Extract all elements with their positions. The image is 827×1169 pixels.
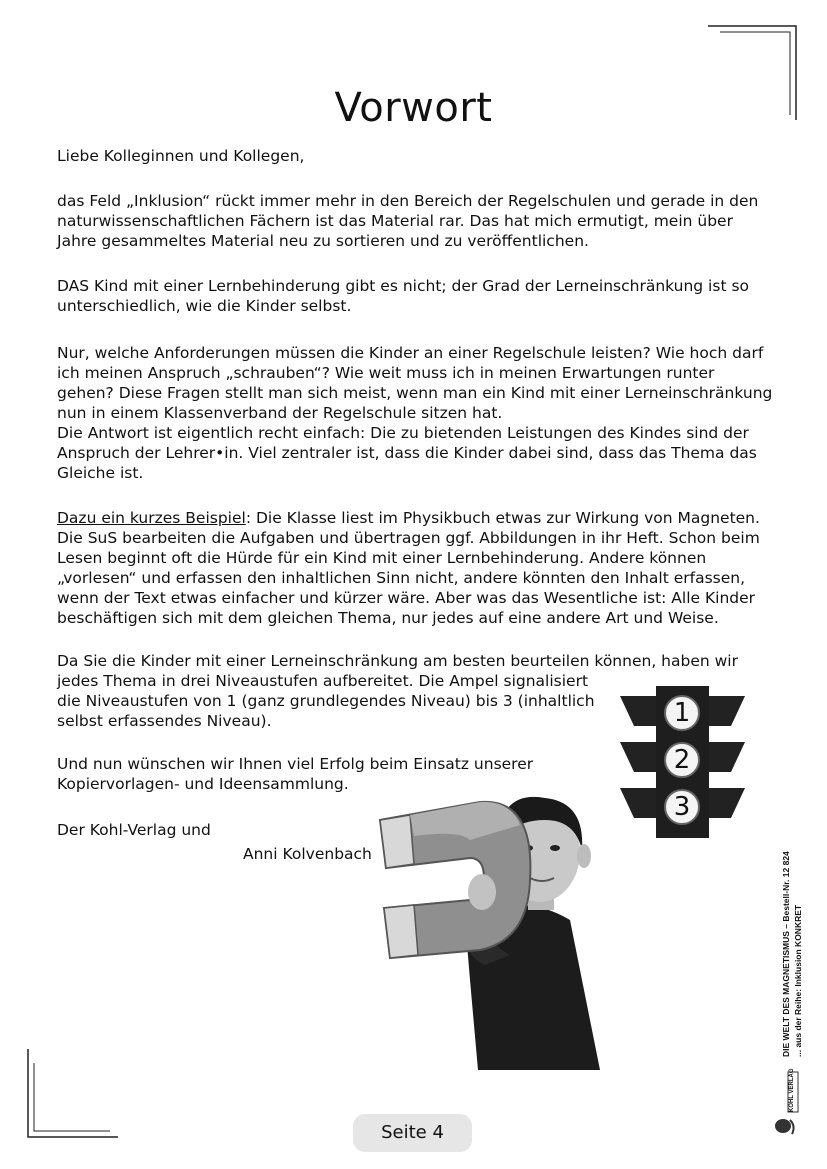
traffic-light-level-1: 1 bbox=[673, 698, 691, 728]
niveau-line-2: jedes Thema in drei Niveaustufen aufbereitet. Die Ampel signalisiert bbox=[57, 672, 589, 690]
niveau-line-4: selbst erfassendes Niveau). bbox=[57, 712, 272, 730]
boy-with-magnet-image bbox=[370, 780, 620, 1070]
traffic-light-level-2: 2 bbox=[673, 745, 691, 775]
paragraph-lernbehinderung: DAS Kind mit einer Lernbehinderung gibt es nicht; der Grad der Lerneinschränkung ist so unterschiedlich, wie die Kinder selbst. bbox=[57, 277, 750, 315]
paragraph-antwort: Die Antwort ist eigentlich recht einfach: Die zu bietenden Leistungen des Kindes sind der Anspruch der Lehrer•in. Viel zentraler ist, dass die Kinder dabei sind, dass das Thema das Gleiche ist. bbox=[57, 424, 757, 482]
beispiel-heading: Dazu ein kurzes Beispiel bbox=[57, 509, 246, 527]
paragraph-inklusion: das Feld „Inklusion“ rückt immer mehr in den Bereich der Regelschulen und gerade in den naturwissenschaftlichen Fächern ist das Material rar. Das hat mich ermutigt, mein über Jahre gesammeltes Material neu zu sortieren und zu veröffentlichen. bbox=[57, 192, 759, 250]
publisher-logo-text: KOHL VERLAG bbox=[789, 1068, 795, 1112]
niveau-line-3: die Niveaustufen von 1 (ganz grundlegendes Niveau) bis 3 (inhaltlich bbox=[57, 692, 595, 710]
paragraph-beispiel bbox=[57, 508, 775, 628]
beispiel-text: : Die Klasse liest im Physikbuch etwas zur Wirkung von Magneten. Die SuS bearbeiten die Aufgaben und übertragen ggf. Abbildungen in ihr Heft. Schon beim Lesen beginnt oft die Hürde für ein Kind mit einer Lernbehinderung. Andere können „vorlesen“ und erfassen den inhaltlichen Sinn nicht, andere könnten den Inhalt erfassen, wenn der Text etwas einfacher und kürzer wäre. Aber was das Wesentliche ist: Alle Kinder beschäftigen sich mit dem gleichen Thema, nur jedes auf eine andere Art und Weise. bbox=[57, 509, 760, 627]
page-title: Vorwort bbox=[334, 84, 493, 131]
greeting: Liebe Kolleginnen und Kollegen, bbox=[57, 147, 305, 165]
niveau-line-1: Da Sie die Kinder mit einer Lerneinschränkung am besten beurteilen können, haben wir bbox=[57, 652, 738, 670]
paragraph-anforderungen: Nur, welche Anforderungen müssen die Kinder an einer Regelschule leisten? Wie hoch darf ich meinen Anspruch „schrauben“? Wie weit muss ich in meinen Erwartungen runter gehen? Diese Fragen stellt man sich meist, wenn man ein Kind mit einer Lerneinschränkung nun in einem Klassenverband der Regelschule sitzen hat. bbox=[57, 344, 773, 422]
page-number: Seite 4 bbox=[353, 1114, 472, 1152]
traffic-light bbox=[620, 686, 745, 838]
sidebar-series-title: DIE WELT DES MAGNETISMUS – Bestell-Nr. 12 824 bbox=[781, 851, 791, 1057]
sidebar-series-subtitle: ... aus der Reihe: Inklusion KONKRET bbox=[793, 904, 803, 1057]
signature-publisher: Der Kohl-Verlag und bbox=[57, 821, 211, 839]
wuensche-line-1: Und nun wünschen wir Ihnen viel Erfolg beim Einsatz unserer bbox=[57, 755, 534, 773]
publisher-logo bbox=[772, 1068, 802, 1136]
wuensche-line-2: Kopiervorlagen- und Ideensammlung. bbox=[57, 775, 349, 793]
traffic-light-level-3: 3 bbox=[673, 792, 691, 822]
bottom-left-corner-frame bbox=[20, 1045, 130, 1150]
signature-author: Anni Kolvenbach bbox=[243, 845, 372, 863]
